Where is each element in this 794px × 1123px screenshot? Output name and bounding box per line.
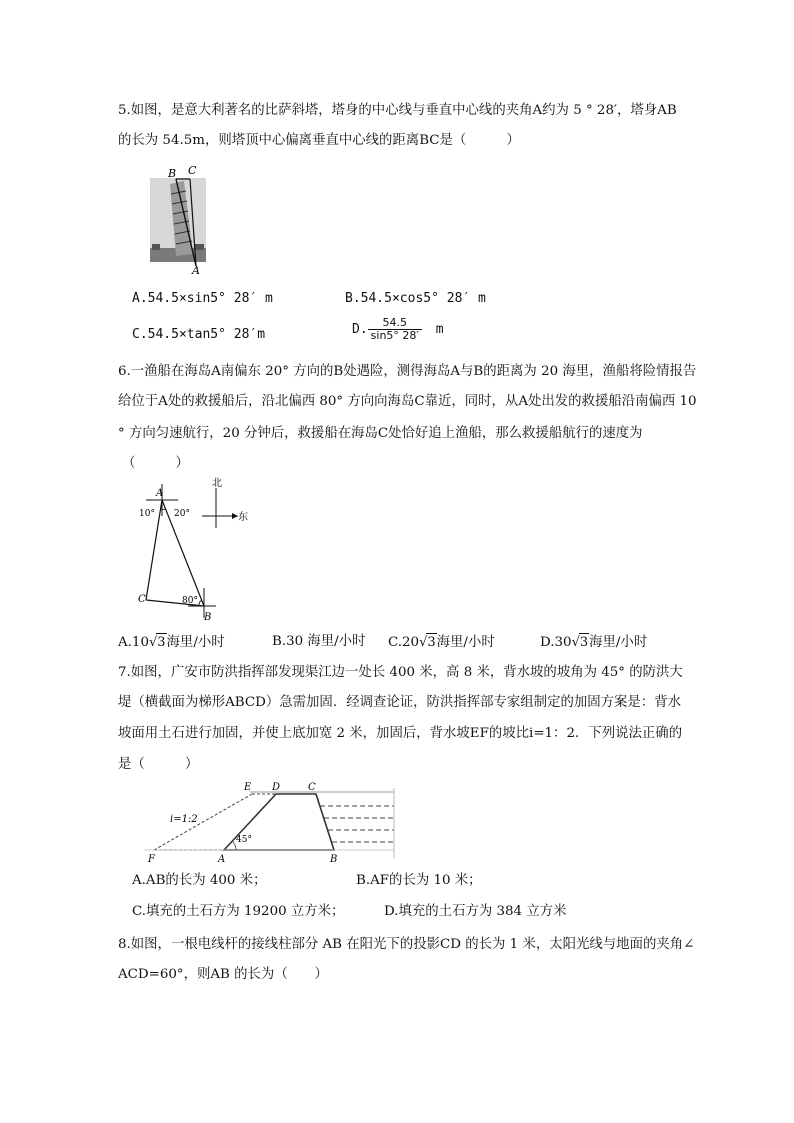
q6-option-c-radicand: 3 [427,635,436,650]
q5-option-d-fraction [368,317,422,342]
q7-label-45deg: 45° [236,835,252,845]
q5-option-d [352,317,444,342]
q5-option-b: B.54.5×cos5° 28′ m [345,291,486,306]
q6-option-d-sqrt: √3 [571,635,589,650]
q6-text-line2: 给位于A处的救援船后，沿北偏西 80° 方向向海岛C靠近，同时，从A处出发的救援船沿南偏西 10 [118,394,697,409]
q7-option-b: B.AF的长为 10 米； [356,873,482,888]
q6-option-d-unit: 海里/小时 [589,635,648,650]
q6-text-line3: ° 方向匀速航行，20 分钟后，救援船在海岛C处恰好追上渔船，那么救援船航行的速度为 [118,426,643,441]
q7-option-a: A.AB的长为 400 米； [132,873,267,888]
q7-text-line2: 堤（横截面为梯形ABCD）急需加固．经调查论证，防洪指挥部专家组制定的加固方案是：背水 [118,695,681,710]
q7-label-f: F [148,854,155,865]
q5-label-b: B [168,167,177,180]
q5-option-d-denominator: sin5° 28′ [370,329,419,342]
q7-text-line1: 7.如图，广安市防洪指挥部发现渠江边一处长 400 米，高 8 米，背水坡的坡角为 45° 的防洪大 [118,665,683,680]
q6-label-b: B [204,612,212,623]
q7-text-line4: 是（ ） [118,757,199,772]
q6-option-b: B.30 海里/小时 [272,634,366,649]
q7-label-c: C [308,782,316,793]
q6-option-d-radicand: 3 [579,635,589,650]
q6-option-a-radicand: 3 [157,635,166,650]
q8-text-line2: ACD=60°，则AB 的长为（ ） [118,967,328,982]
q6-option-a-sqrt: √3 [148,635,166,650]
q6-option-c-prefix: C.20 [388,635,420,650]
q6-label-20deg: 20° [174,509,190,519]
q6-text-line4: （ ） [122,456,189,471]
q6-label-a: A [156,488,164,499]
q5-text-line1: 5.如图，是意大利著名的比萨斜塔，塔身的中心线与垂直中心线的夹角A约为 5 ° 28′，塔身AB [118,103,677,118]
q7-option-c: C.填充的土石方为 19200 立方米； [132,904,345,919]
q7-label-b: B [330,854,338,865]
q7-option-d: D.填充的土石方为 384 立方米 [384,904,567,919]
q5-option-d-numerator: 54.5 [368,317,422,330]
q5-option-d-unit: m [435,322,444,337]
q6-option-c-sqrt: √3 [419,635,436,650]
q5-photo-tree-right [194,244,204,250]
q7-label-d: D [272,782,281,793]
q6-compass-north-label: 北 [212,478,222,489]
q8-text-line1: 8.如图，一根电线杆的接线柱部分 AB 在阳光下的投影CD 的长为 1 米，太阳光线与地面的夹角∠ [118,937,695,952]
q6-option-a [118,633,225,652]
q6-option-d [540,633,647,652]
q5-leaning-tower-figure [146,164,212,276]
q7-label-a: A [218,854,226,865]
q6-option-d-prefix: D.30 [540,635,572,650]
q5-option-c: C.54.5×tan5° 28′m [132,327,266,342]
q7-text-line3: 坡面用土石进行加固，并使上底加宽 2 米，加固后，背水坡EF的坡比i=1：2．下列说法正确的 [118,726,683,741]
q5-text-line2: 的长为 54.5m，则塔顶中心偏离垂直中心线的距离BC是（ ） [118,133,520,148]
q6-navigation-figure [134,476,254,626]
q6-label-80deg: 80° [182,596,198,606]
q6-compass-east-label: 东 [238,512,248,523]
q7-label-slope-ratio: i=1:2 [170,814,198,825]
q6-label-10deg: 10° [139,509,155,519]
q6-option-c [388,633,495,652]
q5-label-a: A [192,264,200,276]
q7-label-e: E [244,782,252,793]
q5-option-d-prefix: D. [352,322,368,337]
q5-label-c: C [188,164,197,177]
q6-text-line1: 6.一渔船在海岛A南偏东 20° 方向的B处遇险，测得海岛A与B的距离为 20 海里，渔船将险情报告 [118,364,697,379]
q6-option-c-unit: 海里/小时 [436,635,495,650]
q5-option-a: A.54.5×sin5° 28′ m [132,291,273,306]
q6-label-c: C [138,594,146,605]
q7-embankment-figure [144,778,400,866]
q6-option-a-unit: 海里/小时 [166,635,225,650]
q6-option-a-prefix: A.10 [118,635,149,650]
q5-photo-tree [152,244,160,250]
